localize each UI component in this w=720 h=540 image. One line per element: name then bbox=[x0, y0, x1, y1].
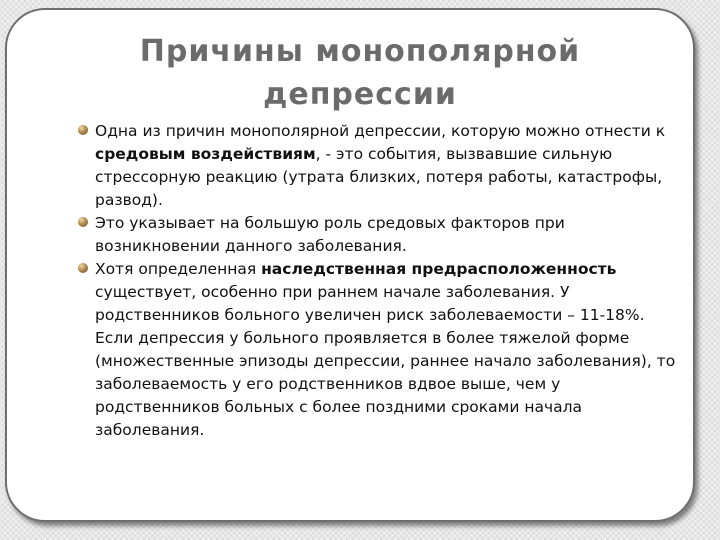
bullet-dot-icon bbox=[78, 125, 88, 135]
bullet-3-text-after: существует, особенно при раннем начале заболевания. У родственников больного увеличен риск заболеваемости – 11-18%. Если депрессия у больного проявляется в более тяжелой форме (множественные эпизоды депрессии, раннее начало заболевания), то заболеваемость у его родственников вдвое выше, чем у родственников больных с более поздними сроками начала заболевания. bbox=[95, 283, 676, 439]
slide-title: Причины монополярной депрессии bbox=[139, 34, 581, 112]
bullet-dot-icon bbox=[78, 217, 88, 227]
bullet-1-text-after: , - это события, вызвавшие сильную стрессорную реакцию (утрата близких, потеря работы, катастрофы, развод). bbox=[95, 145, 663, 209]
bullet-1-text-before: Одна из причин монополярной депрессии, которую можно отнести к bbox=[95, 122, 666, 140]
bullet-item-3 bbox=[95, 258, 680, 442]
bullet-item-1 bbox=[95, 120, 680, 212]
bullet-list bbox=[95, 120, 680, 442]
bullet-item-2 bbox=[95, 212, 680, 258]
bullet-3-text-bold: наследственная предрасположенность bbox=[261, 260, 617, 278]
bullet-2-text: Это указывает на большую роль средовых факторов при возникновении данного заболевания. bbox=[95, 214, 565, 255]
bullet-1-text-bold: средовым воздействиям bbox=[95, 145, 316, 163]
bullet-3-text-before: Хотя определенная bbox=[95, 260, 262, 278]
bullet-dot-icon bbox=[78, 263, 88, 273]
